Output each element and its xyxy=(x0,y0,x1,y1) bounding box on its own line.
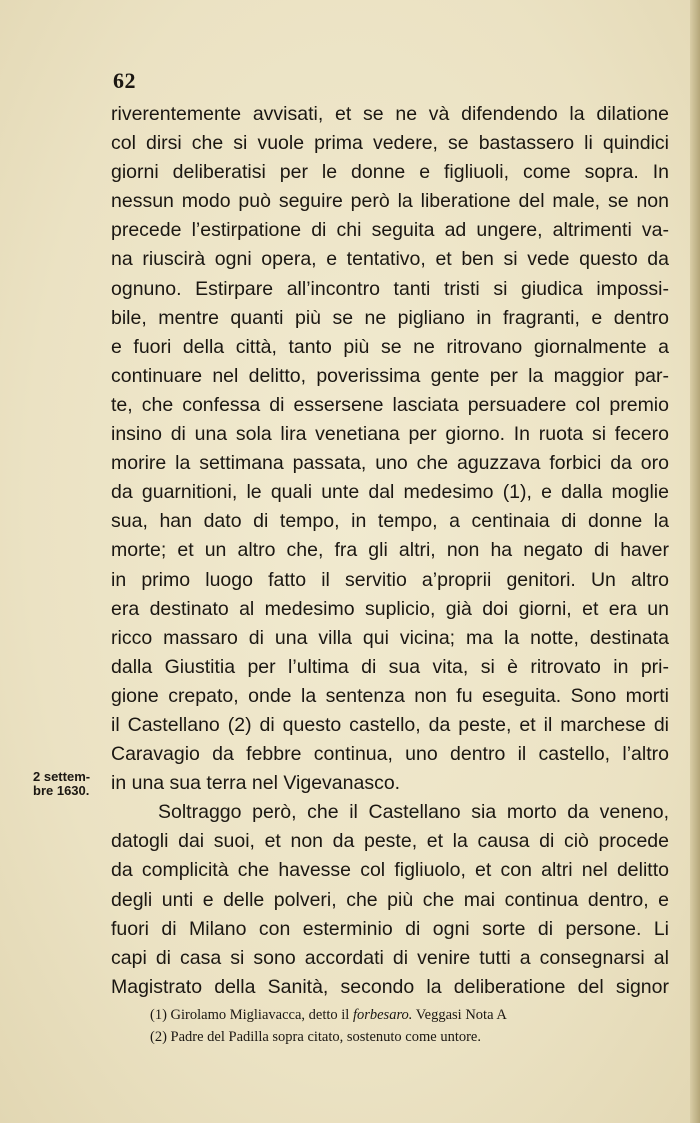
text-line: continuare nel delitto, poverissima gente per la maggior par- xyxy=(111,364,669,387)
text-line: riverentemente avvisati, et se ne và difendendo la dilatione xyxy=(111,103,669,125)
text-line: da complicità che havesse col figliuolo, et con altri nel delitto xyxy=(111,859,669,882)
text-line: na riuscirà ogni opera, e tentativo, et ben si vede questo da xyxy=(111,248,669,271)
footnote-1-italic: forbesaro. xyxy=(352,1007,413,1023)
text-line: bile, mentre quanti più se ne pigliano in fragranti, e dentro xyxy=(111,306,669,329)
text-line: da guarnitioni, le quali unte dal medesimo (1), e dalla moglie xyxy=(111,481,669,504)
text-line: precede l’estirpatione di chi seguita ad ungere, altrimenti va- xyxy=(111,219,669,242)
text-line: giorni deliberatisi per le donne e figliuoli, come sopra. In xyxy=(111,161,669,184)
text-line: Caravagio da febbre continua, uno dentro il castello, l’altro xyxy=(111,743,669,766)
text-line: sua, han dato di tempo, in tempo, a centinaia di donne la xyxy=(111,510,669,533)
footnotes xyxy=(150,1004,650,1048)
page-number: 62 xyxy=(113,68,136,93)
text-line: il Castellano (2) di questo castello, da peste, et il marchese di xyxy=(111,713,669,736)
text-line-paragraph-end: in una sua terra nel Vigevanasco. xyxy=(111,772,401,795)
text-line: dalla Giustitia per l’ultima di sua vita, si è ritrovato in pri- xyxy=(111,655,669,678)
text-line: te, che confessa di essersene lasciata persuadere col premio xyxy=(111,393,669,416)
margin-date-note xyxy=(33,770,108,798)
text-line: era destinato al medesimo suplicio, già doi giorni, et era un xyxy=(111,597,669,620)
footnote-1-reference: Veggasi Nota A xyxy=(412,1007,507,1023)
text-line: morte; et un altro che, fra gli altri, non ha negato di haver xyxy=(111,539,669,562)
text-line: e fuori della città, tanto più se ne ritrovano giornalmente a xyxy=(111,335,669,358)
text-line: gione crepato, onde la sentenza non fu eseguita. Sono morti xyxy=(111,684,669,707)
text-line: datogli dai suoi, et non da peste, et la causa di ciò procede xyxy=(111,830,669,853)
margin-note-line-1: 2 settem- xyxy=(33,769,91,784)
text-line: capi di casa si sono accordati di venire tutti a consegnarsi al xyxy=(111,946,669,969)
text-line: insino di una sola lira venetiana per giorno. In ruota si fecero xyxy=(111,423,669,446)
text-line: morire la settimana passata, uno che aguzzava forbici da oro xyxy=(111,452,669,475)
text-line: col dirsi che si vuole prima vedere, se bastassero li quindici xyxy=(111,132,669,155)
text-line: Magistrato della Sanità, secondo la deliberatione del signor xyxy=(111,975,669,998)
page-edge xyxy=(690,0,700,1123)
body-text xyxy=(111,100,669,1002)
footnote-1-text: (1) Girolamo Migliavacca, detto il xyxy=(150,1007,353,1023)
text-line: ognuno. Estirpare all’incontro tanti tristi si giudica impossi- xyxy=(111,277,669,300)
margin-note-line-2: bre 1630. xyxy=(33,783,90,798)
text-line: nessun modo può seguire però la liberatione del male, se non xyxy=(111,190,669,213)
text-line: fuori di Milano con esterminio di ogni sorte di persone. Li xyxy=(111,917,669,940)
text-line-paragraph-start: Soltraggo però, che il Castellano sia morto da veneno, xyxy=(158,801,669,824)
text-line: degli unti e delle polveri, che più che mai continua dentro, e xyxy=(111,888,669,911)
text-line: ricco massaro di una villa qui vicina; ma la notte, destinata xyxy=(111,626,669,649)
footnote-1 xyxy=(150,1004,650,1026)
footnote-2: (2) Padre del Padilla sopra citato, sostenuto come untore. xyxy=(150,1029,481,1045)
text-line: in primo luogo fatto il servitio a’proprii genitori. Un altro xyxy=(111,568,669,591)
